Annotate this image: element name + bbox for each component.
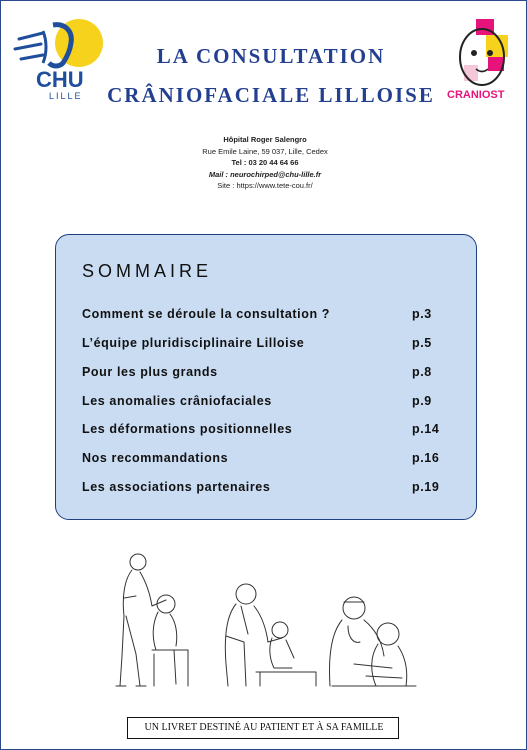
chu-logo-subtext: LILLE bbox=[49, 91, 83, 101]
toc-item-page: p.19 bbox=[412, 480, 440, 494]
toc-item-label: Les associations partenaires bbox=[82, 480, 271, 494]
toc-item[interactable] bbox=[82, 451, 448, 467]
toc-item-label: Nos recommandations bbox=[82, 451, 229, 465]
toc-item-label: Pour les plus grands bbox=[82, 365, 218, 379]
toc-item[interactable] bbox=[82, 394, 448, 410]
consultation-illustration-icon bbox=[96, 546, 436, 696]
craniost-logo-text: CRANIOST bbox=[447, 89, 505, 101]
chu-logo-text: CHU bbox=[36, 67, 84, 92]
toc-item-page: p.5 bbox=[412, 336, 432, 350]
footer-banner bbox=[127, 717, 399, 739]
toc-item-page: p.9 bbox=[412, 394, 432, 408]
title-line-2: CRÂNIOFACIALE LILLOISE bbox=[107, 83, 435, 107]
toc-item-label: L’équipe pluridisciplinaire Lilloise bbox=[82, 336, 305, 350]
craniost-logo-icon bbox=[446, 17, 516, 89]
toc-item[interactable] bbox=[82, 422, 448, 438]
telephone[interactable]: Tel : 03 20 44 64 66 bbox=[231, 158, 299, 167]
toc-item-page: p.16 bbox=[412, 451, 440, 465]
website-link[interactable]: Site : https://www.tete-cou.fr/ bbox=[217, 181, 313, 190]
footer-text: UN LIVRET DESTINÉ AU PATIENT ET À SA FAMILLE bbox=[144, 722, 384, 733]
toc-item-page: p.8 bbox=[412, 365, 432, 379]
toc-item-label: Comment se déroule la consultation ? bbox=[82, 307, 331, 321]
email-link[interactable]: Mail : neurochirped@chu-lille.fr bbox=[208, 169, 322, 179]
summary-title: SOMMAIRE bbox=[82, 261, 213, 281]
street-address: Rue Emile Laine, 59 037, Lille, Cedex bbox=[202, 146, 328, 156]
toc-item-label: Les déformations positionnelles bbox=[82, 422, 293, 436]
toc-item-label: Les anomalies crâniofaciales bbox=[82, 394, 272, 408]
summary-box bbox=[55, 234, 477, 520]
title-line-1: LA CONSULTATION bbox=[156, 44, 386, 68]
toc-item[interactable] bbox=[82, 336, 448, 352]
toc-item[interactable] bbox=[82, 365, 448, 381]
page-title bbox=[101, 37, 441, 115]
toc-item[interactable] bbox=[82, 307, 448, 323]
toc-item[interactable] bbox=[82, 480, 448, 496]
toc-item-page: p.3 bbox=[412, 307, 432, 321]
hospital-name: Hôpital Roger Salengro bbox=[223, 135, 307, 144]
contact-block bbox=[151, 134, 379, 192]
toc-item-page: p.14 bbox=[412, 422, 440, 436]
